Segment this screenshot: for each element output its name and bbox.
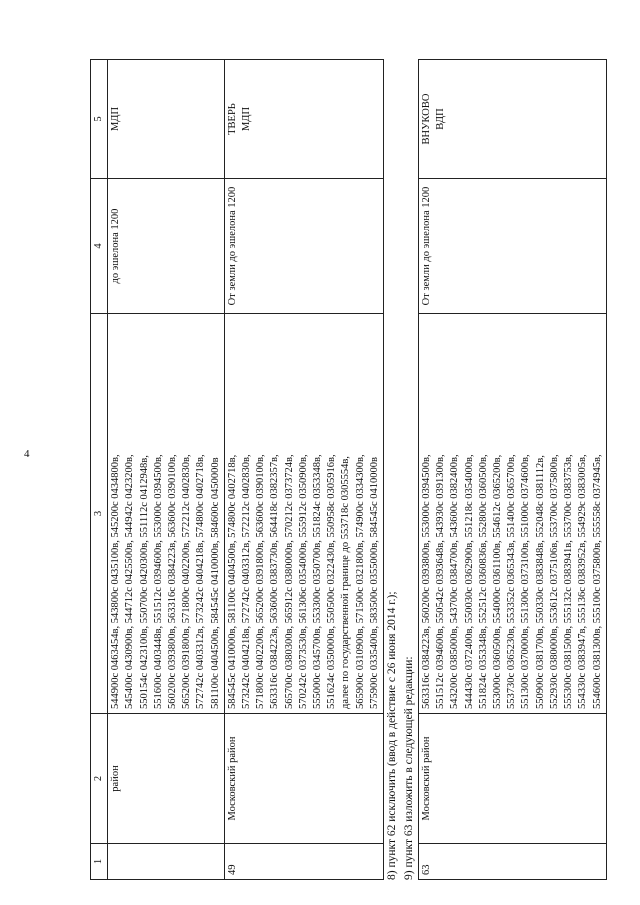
coord-line: 563316с 0384223в, 560200с 0393800в, 553000с 0394500в, bbox=[421, 454, 433, 709]
header-row bbox=[91, 60, 108, 880]
table-row bbox=[419, 60, 607, 880]
header-cell: 4 bbox=[91, 179, 108, 314]
airspace-table bbox=[90, 59, 384, 880]
header-cell: 3 bbox=[91, 314, 108, 714]
coord-line: 551624с 0350000в, 550500с 0322430в, 550958с 0305916в, bbox=[326, 454, 338, 709]
coord-line: 543200с 0385000в, 543700с 0384700в, 543600с 0382400в, bbox=[449, 454, 461, 709]
unit-cell bbox=[108, 60, 225, 179]
coord-line: 554330с 0383947в, 555136с 0383952в, 554929с 0383005в, bbox=[577, 454, 589, 709]
unit-line: МДП bbox=[241, 106, 253, 132]
airspace-table-amended bbox=[418, 59, 607, 880]
coord-line: 555000с 0345700в, 553300с 0350700в, 551824с 0353348в, bbox=[312, 454, 324, 709]
unit-line: ВДП bbox=[435, 108, 447, 130]
height-cell: От земли до эшелона 1200 bbox=[419, 179, 607, 314]
coord-line: 571800с 0402200в, 565200с 0391800в, 563600с 0390100в, bbox=[255, 454, 267, 709]
coord-line: 573242с 0404218в, 572742с 0403312в, 572212с 0402830в, bbox=[241, 454, 253, 709]
header-cell: 5 bbox=[91, 60, 108, 179]
coord-line: 565200с 0391800в, 571800с 0402200в, 572212с 0402830в, bbox=[181, 454, 193, 709]
coord-line: 550154с 0423100в, 550700с 0420300в, 551112с 0412948в, bbox=[138, 455, 150, 709]
coord-line: 560200с 0393800в, 563316с 0384223в, 563600с 0390100в, bbox=[167, 454, 179, 709]
header-cell: 2 bbox=[91, 714, 108, 844]
coord-line: далее по государственной границе до 553718с 0305554в, bbox=[340, 456, 352, 709]
area-name: Московский район bbox=[419, 714, 607, 844]
coord-line: 563316с 0384223в, 563600с 0383730в, 564418с 0382357в, bbox=[269, 454, 281, 709]
coord-line: 551824с 0353348в, 552512с 0360836в, 552800с 0360500в, bbox=[477, 454, 489, 709]
coord-line: 565700с 0380300в, 565912с 0380000в, 570212с 0373724в, bbox=[283, 454, 295, 709]
coord-line: 581100с 0404500в, 584545с 0410000в, 584600с 0450000в bbox=[209, 457, 221, 709]
header-cell: 1 bbox=[91, 844, 108, 880]
coord-line: 555300с 0381500в, 555132с 0383941в, 553700с 0383753в, bbox=[563, 454, 575, 709]
amendment-note: 9) пункт 63 изложить в следующей редакции: bbox=[403, 656, 416, 880]
coordinates-cell bbox=[224, 314, 383, 714]
page-number: 4 bbox=[24, 448, 30, 460]
coord-line: 584545с 0410000в, 581100с 0404500в, 574800с 0402718в, bbox=[226, 454, 238, 709]
amendment-note: 8) пункт 62 исключить (ввод в действие с 26 июня 2014 г.); bbox=[386, 591, 399, 880]
row-number: 63 bbox=[419, 844, 607, 880]
coord-line: 553730с 0365230в, 553352с 0365343в, 551400с 0365700в, bbox=[506, 454, 518, 709]
coord-line: 575900с 0335400в, 583500с 0355000в, 584545с 0410000в bbox=[368, 457, 380, 709]
unit-line: МДП bbox=[110, 106, 122, 132]
unit-line: ВНУКОВО bbox=[421, 93, 433, 145]
coord-line: 545400с 0430900в, 544712с 0425500в, 544942с 0423200в, bbox=[124, 454, 136, 709]
coord-line: 552930с 0380000в, 553612с 0375106в, 553700с 0375800в, bbox=[548, 454, 560, 709]
coord-line: 551600с 0403448в, 551512с 0394600в, 553000с 0394500в, bbox=[152, 454, 164, 709]
unit-cell bbox=[419, 60, 607, 179]
coord-line: 572742с 0403312в, 573242с 0404218в, 574800с 0402718в, bbox=[195, 454, 207, 709]
coord-line: 544430с 0372400в, 550030с 0362900в, 551218с 0354000в, bbox=[463, 454, 475, 709]
coord-line: 570242с 0373530в, 561306с 0354000в, 555912с 0350900в, bbox=[297, 454, 309, 709]
coord-line: 550900с 0381700в, 550330с 0383848в, 552048с 0381112в, bbox=[534, 455, 546, 709]
unit-cell bbox=[224, 60, 383, 179]
table-row bbox=[108, 60, 225, 880]
row-number bbox=[108, 844, 225, 880]
height-cell: до эшелона 1200 bbox=[108, 179, 225, 314]
coord-line: 553000с 0360500в, 554000с 0361100в, 554612с 0365200в, bbox=[492, 454, 504, 709]
unit-line: ТВЕРЬ bbox=[226, 103, 238, 135]
area-name: район bbox=[108, 714, 225, 844]
coord-line: 544900с 0463454в, 543800с 0435100в, 545200с 0434800в, bbox=[110, 454, 122, 709]
coord-line: 565900с 0310900в, 571500с 0321800в, 574900с 0334300в, bbox=[354, 454, 366, 709]
row-number: 49 bbox=[224, 844, 383, 880]
area-name: Московский район bbox=[224, 714, 383, 844]
document-sheet bbox=[90, 60, 630, 880]
coord-line: 551512с 0394600в, 550542с 0393648в, 543930с 0391300в, bbox=[435, 454, 447, 709]
coord-line: 551300с 0370000в, 551300с 0373100в, 551000с 0374600в, bbox=[520, 454, 532, 709]
coordinates-cell bbox=[419, 314, 607, 714]
table-row bbox=[224, 60, 383, 880]
coordinates-cell bbox=[108, 314, 225, 714]
coord-line: 554600с 0381300в, 555100с 0375800в, 555558с 0374945в, bbox=[591, 454, 603, 709]
height-cell: От земли до эшелона 1200 bbox=[224, 179, 383, 314]
